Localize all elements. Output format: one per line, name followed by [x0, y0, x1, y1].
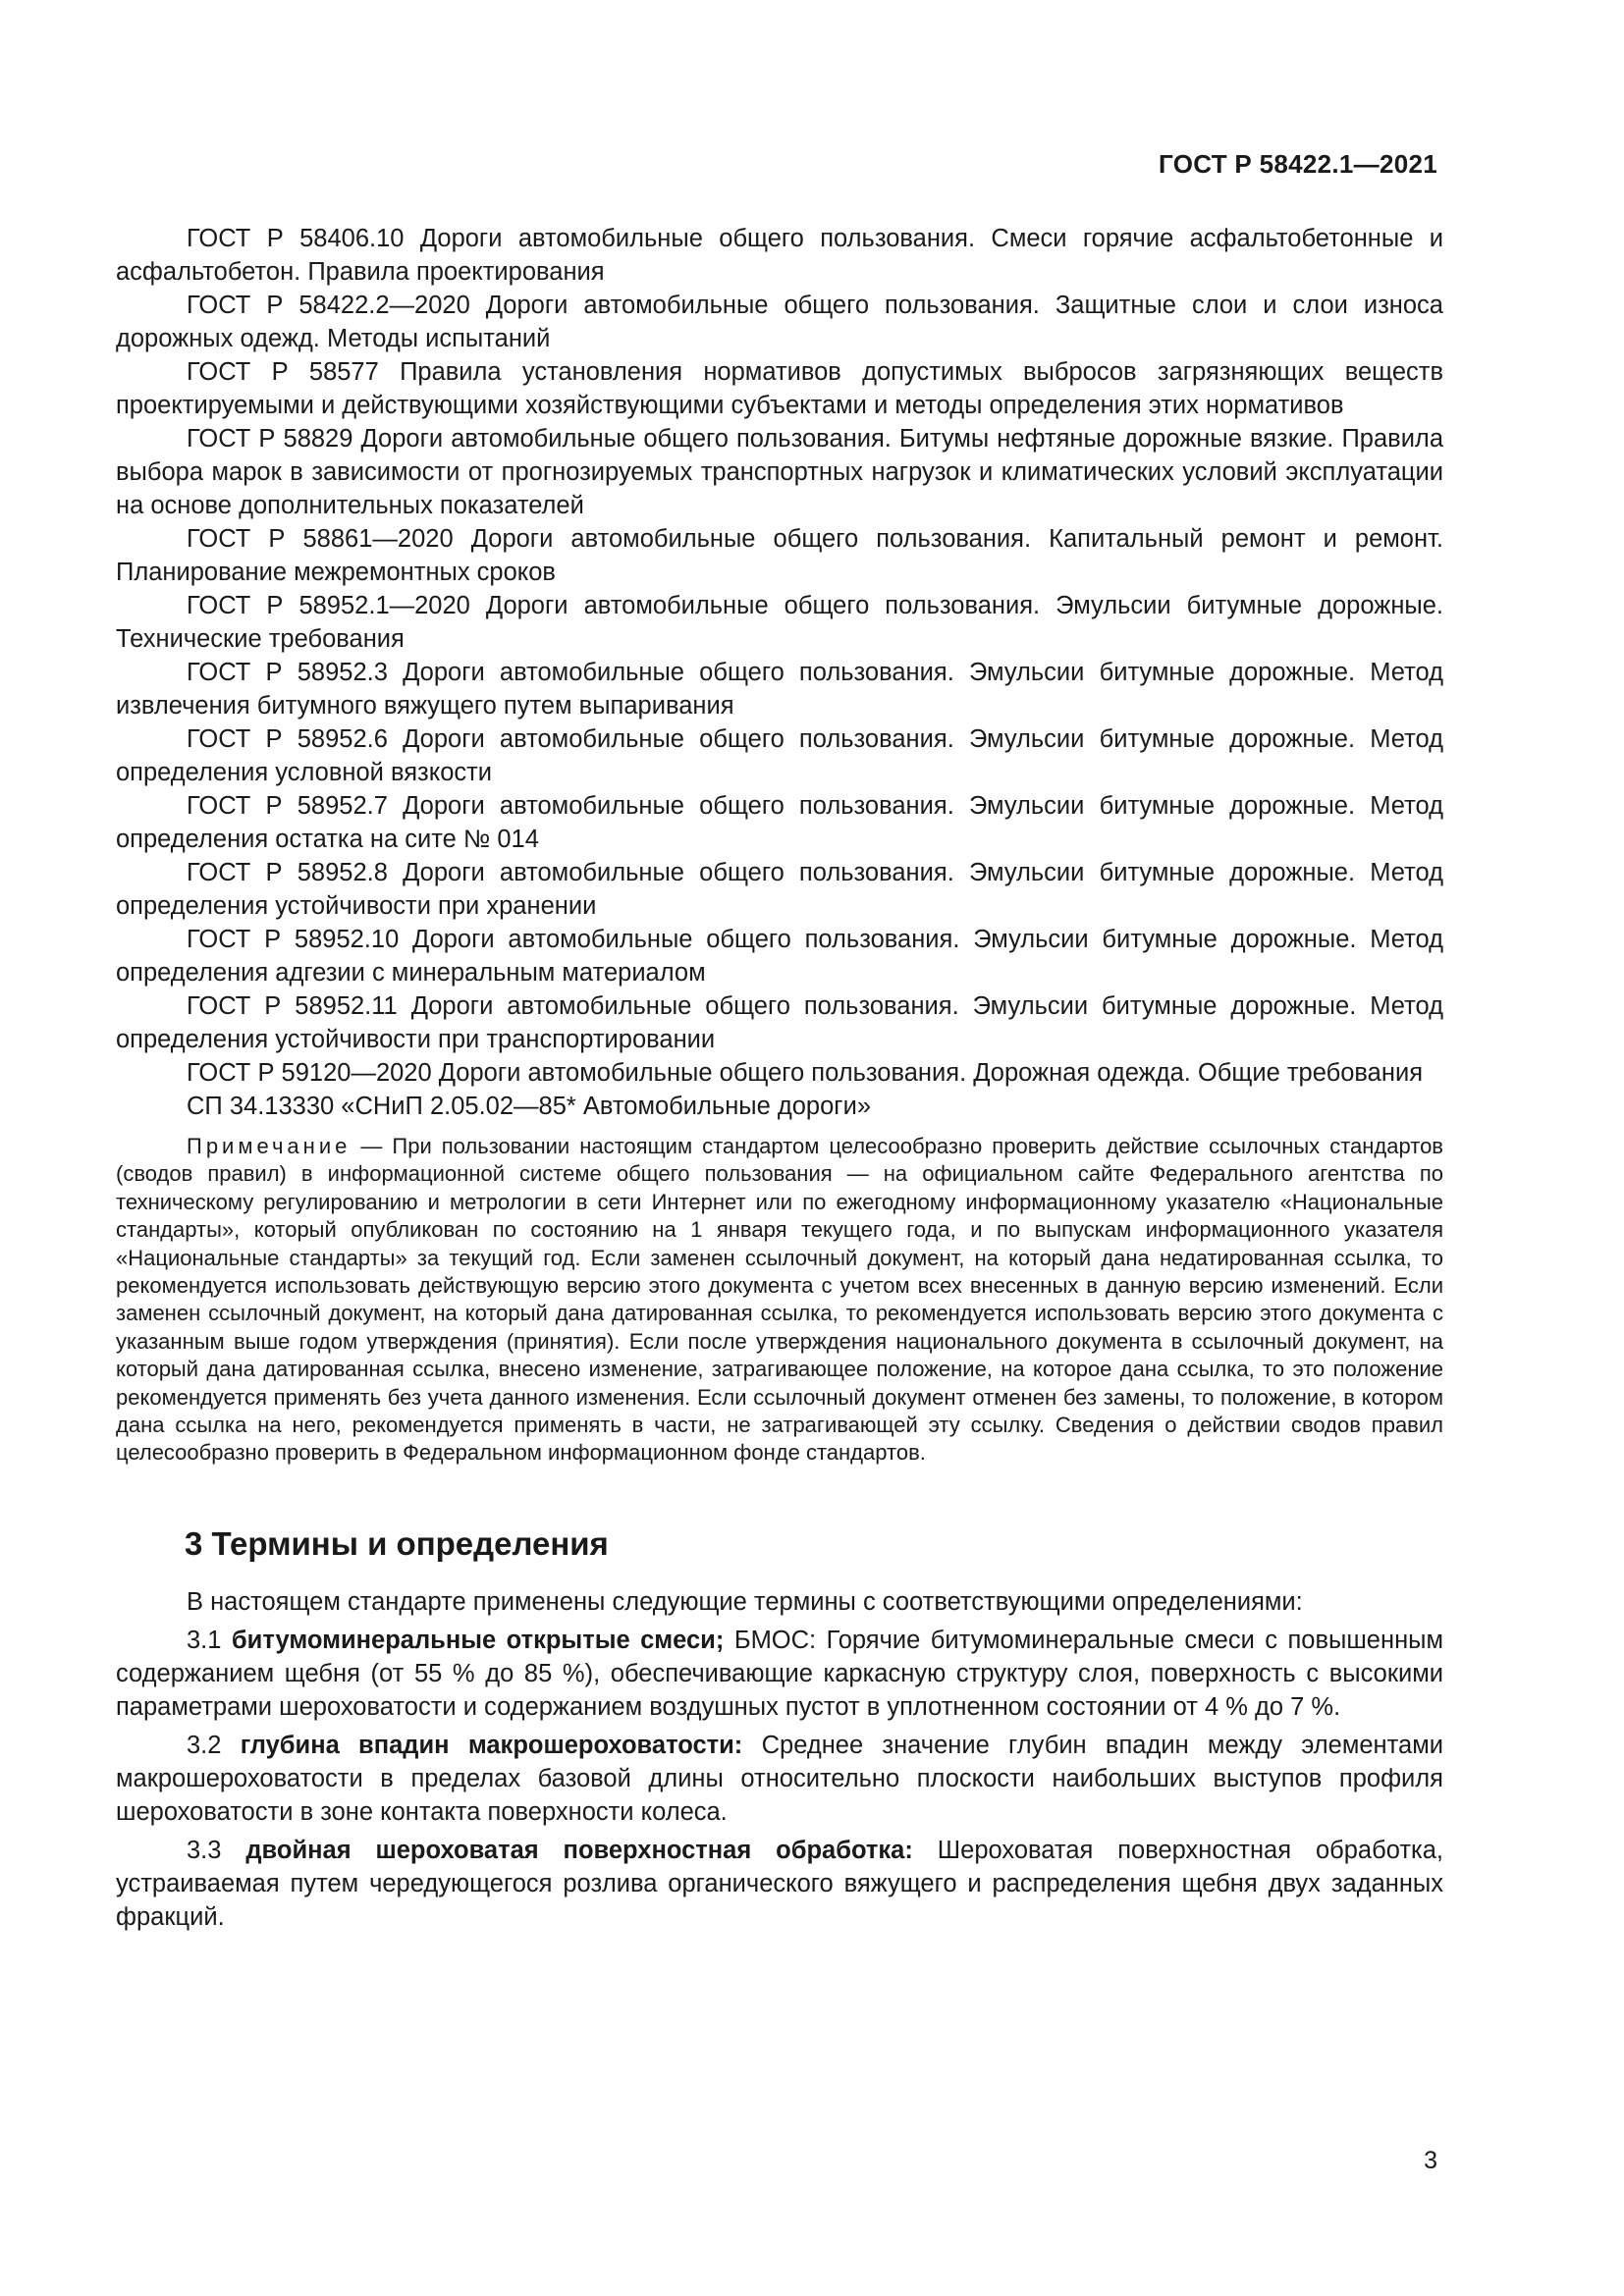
- page-number: 3: [1424, 2147, 1437, 2174]
- reference-item: СП 34.13330 «СНиП 2.05.02—85* Автомобильные дороги»: [187, 1093, 872, 1120]
- document-code: ГОСТ Р 58422.1—2021: [1159, 149, 1437, 179]
- reference-item: ГОСТ Р 58422.2—2020 Дороги автомобильные общего пользования. Защитные слои и слои износа дорожных одежд. Методы испытаний: [116, 292, 1443, 352]
- term-definition: [116, 1834, 1443, 1934]
- term-definition: [116, 1624, 1443, 1724]
- term-text: Среднее значение глубин впадин между элементами макрошероховатости в пределах базовой длины относительно плоскости наибольших выступов профиля шероховатости в зоне контакта поверхности колеса.: [116, 1731, 1443, 1826]
- section-intro: В настоящем стандарте применены следующие термины с соответствующими определениями:: [187, 1587, 1303, 1616]
- term-text: Шероховатая поверхностная обработка, устраиваемая путем чередующегося розлива органического вяжущего и распределения щебня двух заданных фракций.: [116, 1836, 1443, 1931]
- reference-item: ГОСТ Р 58577 Правила установления нормативов допустимых выбросов загрязняющих веществ проектируемыми и действующими хозяйствующими субъектами и методы определения этих нормативов: [116, 358, 1443, 419]
- page-content: [116, 222, 1443, 1934]
- reference-item: ГОСТ Р 58406.10 Дороги автомобильные общего пользования. Смеси горячие асфальтобетонные и асфальтобетон. Правила проектирования: [116, 225, 1443, 286]
- reference-item: ГОСТ Р 58952.3 Дороги автомобильные общего пользования. Эмульсии битумные дорожные. Метод извлечения битумного вяжущего путем выпаривания: [116, 659, 1443, 720]
- section-title: 3 Термины и определения: [185, 1524, 609, 1562]
- term-number: 3.1: [187, 1626, 222, 1654]
- term-name: двойная шероховатая поверхностная обработка:: [245, 1836, 913, 1864]
- term-name: битумоминеральные открытые смеси;: [231, 1626, 725, 1654]
- note-label: Примечание: [187, 1134, 352, 1158]
- reference-item: ГОСТ Р 58952.10 Дороги автомобильные общего пользования. Эмульсии битумные дорожные. Метод определения адгезии с минеральным материалом: [116, 926, 1443, 987]
- term-number: 3.3: [187, 1836, 222, 1864]
- note-text: — При пользовании настоящим стандартом целесообразно проверить действие ссылочных стандартов (сводов правил) в информационной системе общего пользования — на официальном сайте Федерального агентства по техническому регулированию и метрологии в сети Интернет или по ежегодному информационному указателю «Национальные стандарты», который опубликован по состоянию на 1 января текущего года, и по выпускам информационного указателя «Национальные стандарты» за текущий год. Если заменен ссылочный документ, на который дана недатированная ссылка, то рекомендуется использовать действующую версию этого документа с учетом всех внесенных в данную версию изменений. Если заменен ссылочный документ, на который дана датированная ссылка, то рекомендуется использовать версию этого документа с указанным выше годом утверждения (принятия). Если после утверждения национального документа в ссылочный документ, на который дана датированная ссылка, внесено изменение, затрагивающее положение, на которое дана ссылка, то это положение рекомендуется применять без учета данного изменения. Если ссылочный документ отменен без замены, то положение, в котором дана ссылка на него, рекомендуется применять в части, не затрагивающей эту ссылку. Сведения о действии сводов правил целесообразно проверить в Федеральном информационном фонде стандартов.: [116, 1134, 1443, 1466]
- reference-item: ГОСТ Р 58861—2020 Дороги автомобильные общего пользования. Капитальный ремонт и ремонт. Планирование межремонтных сроков: [116, 525, 1443, 586]
- term-name: глубина впадин макрошероховатости:: [240, 1731, 743, 1759]
- reference-item: ГОСТ Р 58952.7 Дороги автомобильные общего пользования. Эмульсии битумные дорожные. Метод определения остатка на сите № 014: [116, 792, 1443, 853]
- term-number: 3.2: [187, 1731, 222, 1759]
- reference-item: ГОСТ Р 58952.11 Дороги автомобильные общего пользования. Эмульсии битумные дорожные. Метод определения устойчивости при транспортировании: [116, 992, 1443, 1053]
- note-block: [116, 1133, 1443, 1468]
- reference-item: ГОСТ Р 59120—2020 Дороги автомобильные общего пользования. Дорожная одежда. Общие требования: [187, 1059, 1424, 1087]
- term-definition: [116, 1729, 1443, 1829]
- reference-item: ГОСТ Р 58952.8 Дороги автомобильные общего пользования. Эмульсии битумные дорожные. Метод определения устойчивости при хранении: [116, 859, 1443, 920]
- reference-item: ГОСТ Р 58829 Дороги автомобильные общего пользования. Битумы нефтяные дорожные вязкие. Правила выбора марок в зависимости от прогнозируемых транспортных нагрузок и климатических условий эксплуатации на основе дополнительных показателей: [116, 425, 1443, 519]
- term-text: БМОС: Горячие битумоминеральные смеси с повышенным содержанием щебня (от 55 % до 85 %), обеспечивающие каркасную структуру слоя, поверхность с высокими параметрами шероховатости и содержанием воздушных пустот в уплотненном состоянии от 4 % до 7 %.: [116, 1626, 1444, 1721]
- reference-item: ГОСТ Р 58952.6 Дороги автомобильные общего пользования. Эмульсии битумные дорожные. Метод определения условной вязкости: [116, 725, 1443, 786]
- reference-item: ГОСТ Р 58952.1—2020 Дороги автомобильные общего пользования. Эмульсии битумные дорожные. Технические требования: [116, 592, 1443, 653]
